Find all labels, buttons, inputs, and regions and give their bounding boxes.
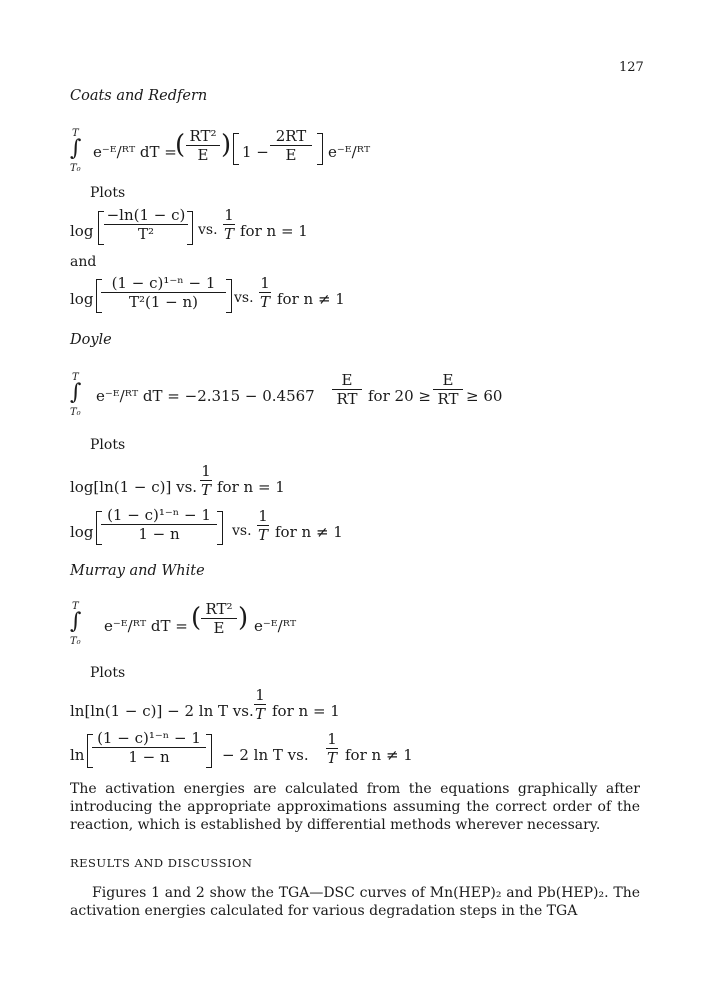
one-over-t: 1 T [200,462,211,499]
plot-fraction: (1 − c)¹⁻ⁿ − 1 1 − n [92,730,206,765]
fraction-e-over-rt: E RT [332,372,362,407]
paren-fraction: RT² E [201,601,237,636]
fraction-e-over-rt: E RT [433,372,463,407]
plot-fraction: (1 − c)¹⁻ⁿ − 1 1 − n [101,507,217,542]
paren-fraction: RT² E [186,128,220,163]
integrand: e⁻ᴱ/ᴿᵀ dT = [104,617,188,635]
bracket-lead: 1 − [242,143,269,161]
one-over-t: 1 T [223,206,234,243]
and-label: and [70,254,97,270]
section-heading-murray-white: Murray and White [70,563,205,579]
exp-tail: e⁻ᴱ/ᴿᵀ [254,617,297,635]
one-over-t: 1 T [259,274,270,311]
integrand: e⁻ᴱ/ᴿᵀ dT = −2.315 − 0.4567 [96,387,315,405]
section-heading-results: RESULTS AND DISCUSSION [70,856,253,870]
integral-lower-limit: T₀ [70,163,81,174]
section-heading-coats-redfern: Coats and Redfern [70,88,208,104]
one-over-t: 1 T [254,686,265,723]
plot-fraction: (1 − c)¹⁻ⁿ − 1 T²(1 − n) [101,275,226,310]
plots-label: Plots [90,185,126,201]
section-heading-doyle: Doyle [70,332,112,348]
one-over-t: 1 T [326,730,337,767]
body-paragraph: Figures 1 and 2 show the TGA—DSC curves of Mn(HEP)₂ and Pb(HEP)₂. The activation energies calculated for various degradation steps in the TGA [70,885,640,919]
plot-fraction: −ln(1 − c) T² [104,207,188,242]
plots-label: Plots [90,665,126,681]
integrand: e⁻ᴱ/ᴿᵀ dT = [93,143,177,161]
body-paragraph: The activation energies are calculated from the equations graphically after introducing the appropriate approximations assuming the correct order of the reaction, which is established by differential methods wherever necessary. [70,781,640,833]
plots-label: Plots [90,437,126,453]
one-over-t: 1 T [257,507,268,544]
page-number: 127 [619,60,644,75]
integral-upper-limit: T [72,128,79,139]
exp-tail: e⁻ᴱ/ᴿᵀ [328,143,371,161]
integral-sign: ∫ [70,136,82,161]
bracket-fraction: 2RT E [270,128,312,163]
